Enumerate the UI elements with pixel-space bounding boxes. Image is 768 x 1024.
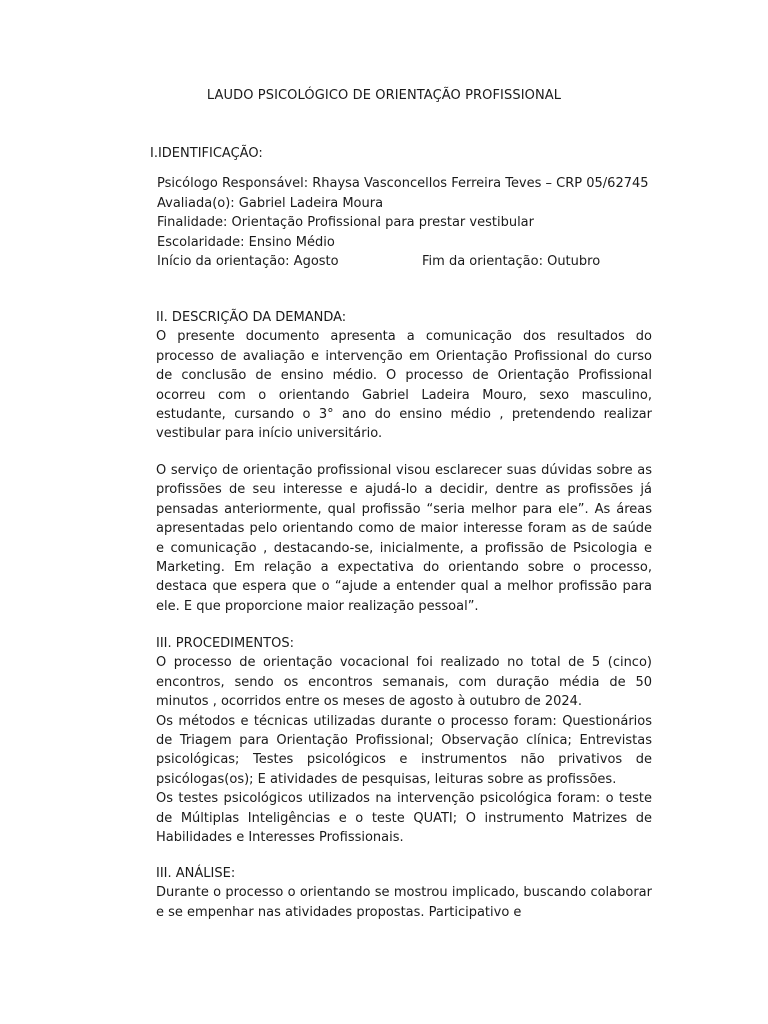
inicio-orientacao: Início da orientação: Agosto [157, 254, 339, 269]
demanda-heading: II. DESCRIÇÃO DA DEMANDA: [156, 310, 347, 325]
demanda-paragraph-2: O serviço de orientação profissional visou esclarecer suas dúvidas sobre as profissões de seu interesse e ajudá-lo a decidir, dentre as profissões já pensadas anteriormente, qual profissão “seria melhor para ele”. As áreas apresentadas pelo orientando como de maior interesse foram as de saúde e comunicação , destacando-se, inicialmente, a profissão de Psicologia e Marketing. Em relação a expectativa do orientando sobre o processo, destaca que espera que o “ajude a entender qual a melhor profissão para ele. E que proporcione maior realização pessoal”. [156, 463, 652, 614]
psicologo-line: Psicólogo Responsável: Rhaysa Vasconcellos Ferreira Teves – CRP 05/62745 [157, 176, 649, 191]
fim-orientacao: Fim da orientação: Outubro [422, 254, 601, 269]
finalidade-line: Finalidade: Orientação Profissional para prestar vestibular [157, 215, 534, 230]
escolaridade-line: Escolaridade: Ensino Médio [157, 234, 335, 250]
document-title: LAUDO PSICOLÓGICO DE ORIENTAÇÃO PROFISSIONAL [206, 88, 562, 103]
procedimentos-paragraph-1: O processo de orientação vocacional foi realizado no total de 5 (cinco) encontros, sendo os encontros semanais, com duração média de 50 minutos , ocorridos entre os meses de agosto à outubro de 2024. [156, 655, 652, 710]
analise-section [156, 864, 652, 922]
analise-heading: III. ANÁLISE: [156, 866, 236, 881]
demanda-section [156, 308, 652, 444]
identificacao-heading: I.IDENTIFICAÇÃO: [150, 146, 263, 161]
periodo-line [157, 252, 657, 272]
analise-paragraph-1: Durante o processo o orientando se mostrou implicado, buscando colaborar e se empenhar nas atividades propostas. Participativo e [156, 885, 652, 920]
servico-section [156, 461, 652, 616]
procedimentos-paragraph-2: Os métodos e técnicas utilizadas durante o processo foram: Questionários de Triagem para Orientação Profissional; Observação clínica; Entrevistas psicológicas; Testes psicológicos e instrumentos não privativos de psicólogas(os); E atividades de pesquisas, leituras sobre as profissões. [156, 713, 652, 787]
procedimentos-paragraph-3: Os testes psicológicos utilizados na intervenção psicológica foram: o teste de Múltiplas Inteligências e o teste QUATI; O instrumento Matrizes de Habilidades e Interesses Profissionais. [156, 791, 652, 846]
procedimentos-section [156, 634, 652, 847]
avaliada-line: Avaliada(o): Gabriel Ladeira Moura [157, 195, 384, 211]
identificacao-details [157, 174, 657, 272]
procedimentos-heading: III. PROCEDIMENTOS: [156, 636, 294, 651]
demanda-paragraph-1: O presente documento apresenta a comunicação dos resultados do processo de avaliação e intervenção em Orientação Profissional do curso de conclusão de ensino médio. O processo de Orientação Profissional ocorreu com o orientando Gabriel Ladeira Mouro, sexo masculino, estudante, cursando o 3° ano do ensino médio , pretendendo realizar vestibular para início universitário. [156, 329, 652, 442]
